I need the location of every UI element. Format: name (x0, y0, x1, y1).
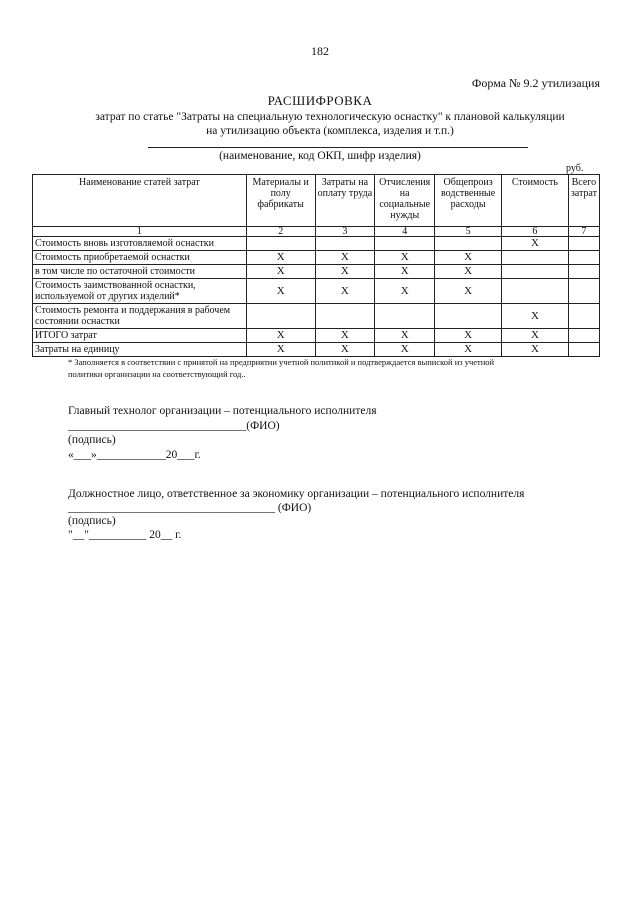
row-label: Стоимость ремонта и поддержания в рабочем состоянии оснастки (33, 304, 247, 329)
column-number: 5 (435, 227, 502, 237)
form-number: Форма № 9.2 утилизация (471, 76, 600, 90)
signature-2-name-line: ____________________________________ (ФИО) (68, 502, 312, 514)
cell-mark: X (502, 329, 569, 343)
header-materials: Материалы и полу фабрикаты (246, 175, 315, 227)
cell-mark: X (435, 251, 502, 265)
table-row-borrowed-tooling (33, 279, 600, 304)
cell-mark (315, 304, 375, 329)
product-name-blank-line (148, 147, 528, 148)
column-number: 4 (375, 227, 435, 237)
cell-mark: X (435, 265, 502, 279)
cell-mark: X (435, 279, 502, 304)
column-number: 2 (246, 227, 315, 237)
cell-mark: X (375, 265, 435, 279)
cell-mark (435, 237, 502, 251)
footnote (68, 356, 608, 380)
document-title: РАСШИФРОВКА (267, 93, 373, 108)
cell-mark: X (435, 329, 502, 343)
cell-mark: X (435, 343, 502, 357)
row-label: Затраты на единицу (33, 343, 247, 357)
cell-mark: X (315, 343, 375, 357)
currency-label: руб. (566, 163, 584, 174)
cell-mark (246, 237, 315, 251)
column-number: 6 (502, 227, 569, 237)
row-label: в том числе по остаточной стоимости (33, 265, 247, 279)
cell-mark: X (246, 265, 315, 279)
signature-2-sign-caption: (подпись) (68, 515, 116, 527)
row-label: ИТОГО затрат (33, 329, 247, 343)
table-row-total (33, 329, 600, 343)
cell-mark (435, 304, 502, 329)
header-labor: Затраты на оплату труда (315, 175, 375, 227)
cell-mark (568, 279, 599, 304)
cell-mark (375, 304, 435, 329)
product-name-caption: (наименование, код ОКП, шифр изделия) (219, 150, 421, 162)
row-label: Стоимость заимствованной оснастки, используемой от других изделий* (33, 279, 247, 304)
cell-mark (502, 251, 569, 265)
cell-mark: X (246, 251, 315, 265)
cost-breakdown-table (32, 174, 600, 357)
footnote-line-1: * Заполняется в соответствии с принятой на предприятии учетной политикой и подтверждается выпиской из учетной (68, 357, 495, 367)
footnote-line-2: политики организации на соответствующий год.. (68, 369, 246, 379)
cell-mark: X (502, 304, 569, 329)
column-number: 7 (568, 227, 599, 237)
cell-mark (375, 237, 435, 251)
cell-mark: X (502, 343, 569, 357)
cell-mark: X (375, 329, 435, 343)
cell-mark (568, 329, 599, 343)
cell-mark: X (315, 251, 375, 265)
subtitle-line-1: затрат по статье "Затраты на специальную технологическую оснастку" к плановой калькуляции (95, 111, 565, 123)
signature-1-name-line: _______________________________(ФИО) (68, 420, 280, 432)
cell-mark: X (246, 329, 315, 343)
cell-mark (568, 265, 599, 279)
table-row-per-unit (33, 343, 600, 357)
subtitle-line-2: на утилизацию объекта (комплекса, изделия и т.п.) (206, 125, 454, 137)
document-subtitle (60, 110, 600, 138)
table-header-row (33, 175, 600, 227)
column-number: 3 (315, 227, 375, 237)
cell-mark: X (315, 279, 375, 304)
signature-1-title: Главный технолог организации – потенциального исполнителя (68, 405, 377, 417)
cell-mark (568, 251, 599, 265)
cell-mark: X (315, 265, 375, 279)
cell-mark (315, 237, 375, 251)
cell-mark: X (375, 279, 435, 304)
cell-mark (568, 304, 599, 329)
cell-mark: X (502, 237, 569, 251)
header-overhead: Общепроиз водственные расходы (435, 175, 502, 227)
header-social: Отчисления на социальные нужды (375, 175, 435, 227)
cell-mark: X (246, 343, 315, 357)
signature-2-title: Должностное лицо, ответственное за экономику организации – потенциального исполнителя (68, 488, 525, 500)
column-number-row (33, 227, 600, 237)
cell-mark (502, 265, 569, 279)
table-row-residual-value (33, 265, 600, 279)
cell-mark: X (315, 329, 375, 343)
header-cost: Стоимость (502, 175, 569, 227)
header-total: Всего затрат (568, 175, 599, 227)
cell-mark (568, 343, 599, 357)
header-cost-item: Наименование статей затрат (33, 175, 247, 227)
cell-mark (246, 304, 315, 329)
table-row-repair-maintenance (33, 304, 600, 329)
cell-mark (502, 279, 569, 304)
cell-mark (568, 237, 599, 251)
table-row-new-tooling (33, 237, 600, 251)
page-number: 182 (311, 44, 329, 58)
row-label: Стоимость вновь изготовляемой оснастки (33, 237, 247, 251)
table-row-purchased-tooling (33, 251, 600, 265)
cell-mark: X (375, 343, 435, 357)
signature-1-sign-caption: (подпись) (68, 434, 116, 446)
cell-mark: X (375, 251, 435, 265)
cell-mark: X (246, 279, 315, 304)
row-label: Стоимость приобретаемой оснастки (33, 251, 247, 265)
column-number: 1 (33, 227, 247, 237)
signature-1-date-line: «___»____________20___г. (68, 449, 201, 461)
signature-2-date-line: "__"__________ 20__ г. (68, 529, 182, 541)
